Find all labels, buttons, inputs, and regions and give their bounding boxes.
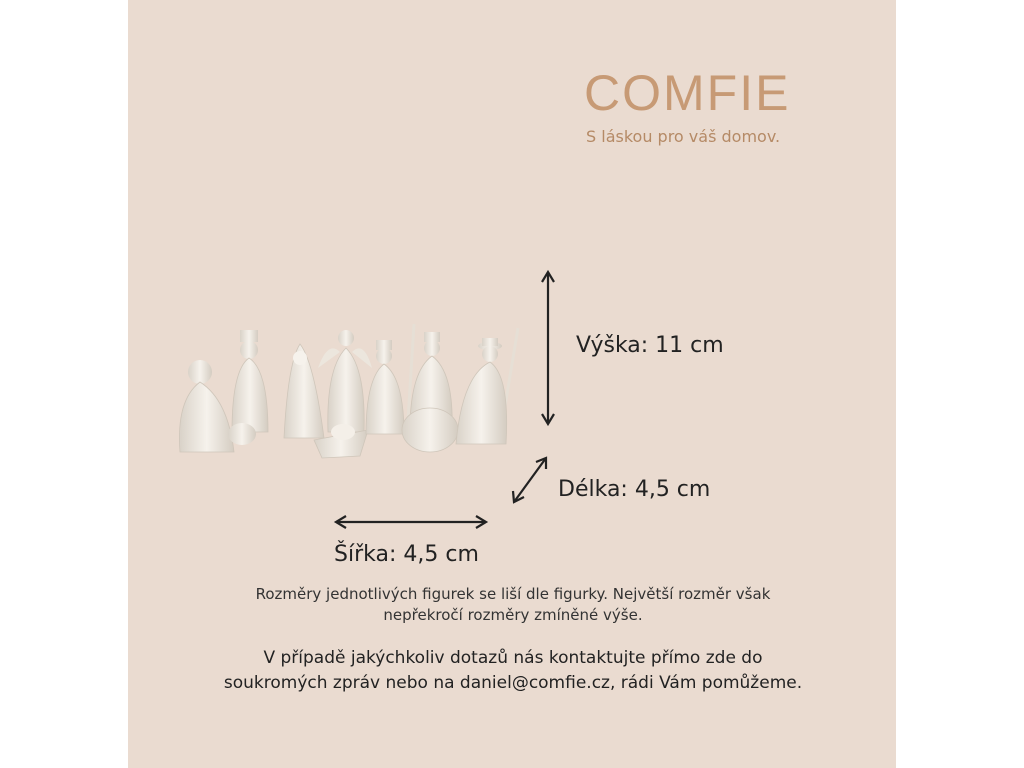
figurine-angel [318, 330, 372, 432]
figurine-lamb [228, 423, 256, 445]
figurine-king-1 [232, 330, 268, 432]
figurine-shepherd [456, 328, 518, 444]
product-info-panel [128, 0, 896, 768]
width-arrow [336, 516, 486, 528]
width-label: Šířka: 4,5 cm [334, 542, 479, 567]
height-arrow [542, 272, 554, 424]
figurine-ox [402, 408, 458, 452]
contact-note: V případě jakýchkoliv dotazů nás kontaktujte přímo zde do soukromých zpráv nebo na daniel@comfie.cz, rádi Vám pomůžeme. [223, 648, 803, 693]
height-label: Výška: 11 cm [576, 333, 724, 358]
figurine-king-2 [366, 340, 404, 434]
brand-tagline: S láskou pro váš domov. [586, 127, 781, 146]
size-note: Rozměry jednotlivých figurek se liší dle figurky. Největší rozměr však nepřekročí rozměry zmíněné výše. [255, 585, 771, 624]
brand-name: COMFIE [584, 65, 791, 121]
length-arrow [513, 458, 546, 502]
figurine-kneeling [179, 360, 234, 452]
figurine-mary [284, 344, 324, 438]
length-label: Délka: 4,5 cm [558, 477, 711, 502]
